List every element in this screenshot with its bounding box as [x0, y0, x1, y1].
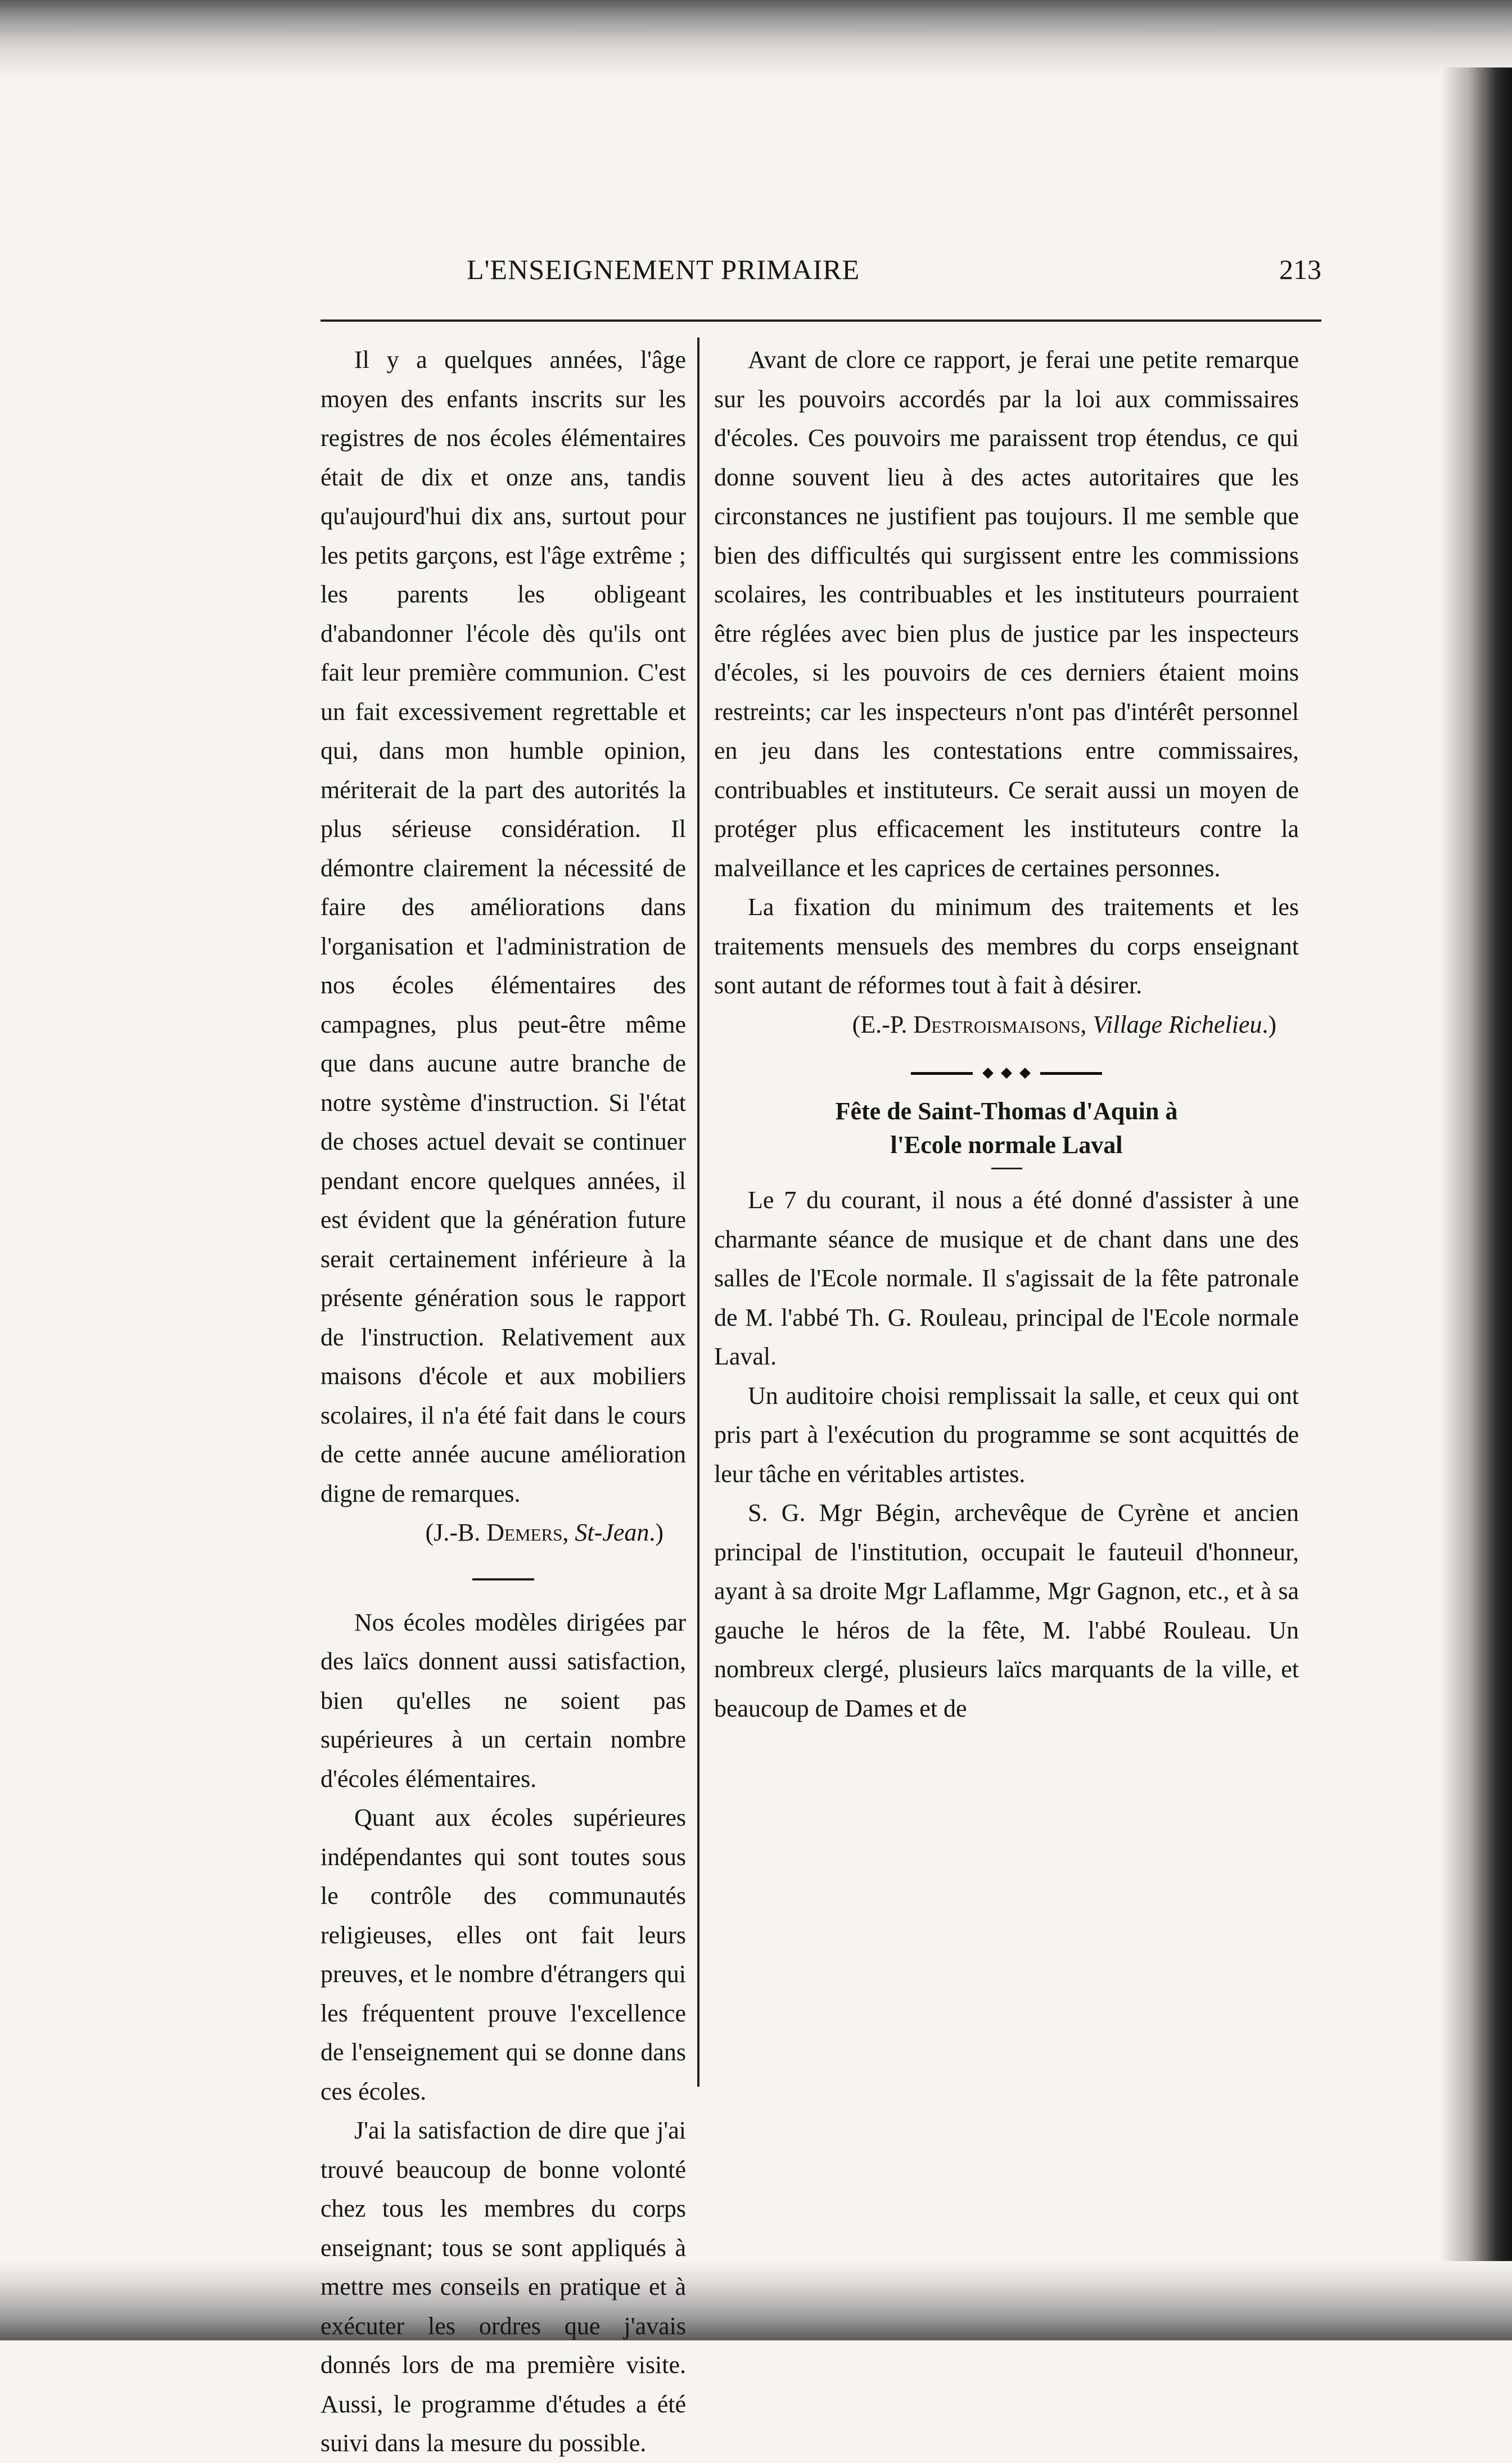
running-title: L'ENSEIGNEMENT PRIMAIRE [467, 254, 860, 285]
header-rule [321, 319, 1321, 322]
left-column [321, 340, 686, 2463]
signature-separator: , [562, 1519, 575, 1546]
scan-edge-top [0, 0, 1512, 76]
ornamental-rule [911, 1069, 1102, 1078]
signature-separator: , [1080, 1010, 1093, 1038]
paragraph: Un auditoire choisi remplissait la salle, et ceux qui ont pris part à l'exécution du programme se sont acquittés de leur tâche en véritables artistes. [714, 1381, 1299, 1488]
paragraph: Avant de clore ce rapport, je ferai une petite remarque sur les pouvoirs accordés par la loi aux commissaires d'écoles. Ces pouvoirs me paraissent trop étendus, ce qui donne souvent lieu à des actes autoritaires que les circonstances ne justifient pas toujours. Il me semble que bien des difficultés qui surgissent entre les commissions scolaires, les contribuables et les instituteurs pourraient être réglées avec bien plus de justice par les inspecteurs d'écoles, si les pouvoirs de ces derniers étaient moins restreints; car les inspecteurs n'ont pas d'intérêt personnel en jeu dans les contestations entre commissaires, contribuables et instituteurs. Ce serait aussi un moyen de protéger plus efficacement les instituteurs contre la malveillance et les caprices de certaines personnes. [714, 346, 1299, 882]
paragraph: Nos écoles modèles dirigées par des laïcs donnent aussi satisfaction, bien qu'elles ne soient pas supérieures à un certain nombre d'écoles élémentaires. [321, 1608, 686, 1793]
signature-close: .) [1262, 1010, 1276, 1038]
signature-place: St-Jean [575, 1519, 649, 1546]
signature-name: Demers [486, 1519, 563, 1546]
paragraph: La fixation du minimum des traitements et les traitements mensuels des membres du corps enseignant sont autant de réformes tout à fait à désirer. [714, 893, 1299, 999]
signature-demers [321, 1513, 686, 1552]
paragraph: Quant aux écoles supérieures indépendantes qui sont toutes sous le contrôle des communautés religieuses, elles ont fait leurs preuves, et le nombre d'étrangers qui les fréquentent prouve l'excellence de l'enseignement qui se donne dans ces écoles. [321, 1804, 686, 2105]
section-separator [472, 1578, 534, 1581]
scan-edge-bottom [0, 2261, 1512, 2340]
section-title-line-2: l'Ecole normale Laval [890, 1131, 1123, 1159]
signature-destroismaisons [714, 1005, 1299, 1044]
page-number: 213 [1279, 254, 1321, 285]
scan-edge-right [1439, 67, 1512, 2261]
paragraph: Il y a quelques années, l'âge moyen des enfants inscrits sur les registres de nos écoles élémentaires était de dix et onze ans, tandis qu'aujourd'hui dix ans, surtout pour les petits garçons, est l'âge extrême ; les parents les obligeant d'abandonner l'école dès qu'ils ont fait leur première communion. C'est un fait excessivement regrettable et qui, dans mon humble opinion, mériterait de la part des autorités la plus sérieuse considération. Il démontre clairement la nécessité de faire des améliorations dans l'organisation et l'administration de nos écoles élémentaires des campagnes, plus peut-être même que dans aucune autre branche de notre système d'instruction. Si l'état de choses actuel devait se continuer pendant encore quelques années, il est évident que la génération future serait certainement inférieure à la présente génération sous le rapport de l'instruction. Relativement aux maisons d'école et aux mobiliers scolaires, il n'a été fait dans le cours de cette année aucune amélioration digne de remarques. [321, 346, 686, 1507]
paragraph: S. G. Mgr Bégin, archevêque de Cyrène et ancien principal de l'institution, occupait le fauteuil d'honneur, ayant à sa droite Mgr Laflamme, Mgr Gagnon, etc., et à sa gauche le héros de la fête, M. l'abbé Rouleau. Un nombreux clergé, plusieurs laïcs marquants de la ville, et beaucoup de Dames et de [714, 1499, 1299, 1722]
signature-place: Village Richelieu [1093, 1010, 1262, 1038]
paragraph: J'ai la satisfaction de dire que j'ai trouvé beaucoup de bonne volonté chez tous les membres du corps enseignant; tous se sont appliqués à mettre mes conseils en pratique et à exécuter les ordres que j'avais donnés lors de ma première visite. Aussi, le programme d'études a été suivi dans la mesure du possible. [321, 2117, 686, 2457]
signature-initials: (J.-B. [425, 1519, 487, 1546]
signature-name: Destroismaisons [913, 1010, 1081, 1038]
title-underline [991, 1168, 1022, 1169]
signature-close: .) [649, 1519, 664, 1546]
signature-initials: (E.-P. [852, 1010, 914, 1038]
section-title-line-1: Fête de Saint-Thomas d'Aquin à [835, 1097, 1178, 1125]
right-column [714, 340, 1299, 1728]
column-divider [697, 337, 699, 2087]
page-header [321, 253, 1321, 298]
paragraph: Le 7 du courant, il nous a été donné d'assister à une charmante séance de musique et de chant dans une des salles de l'Ecole normale. Il s'agissait de la fête patronale de M. l'abbé Th. G. Rouleau, principal de l'Ecole normale Laval. [714, 1186, 1299, 1370]
section-title [714, 1095, 1299, 1162]
